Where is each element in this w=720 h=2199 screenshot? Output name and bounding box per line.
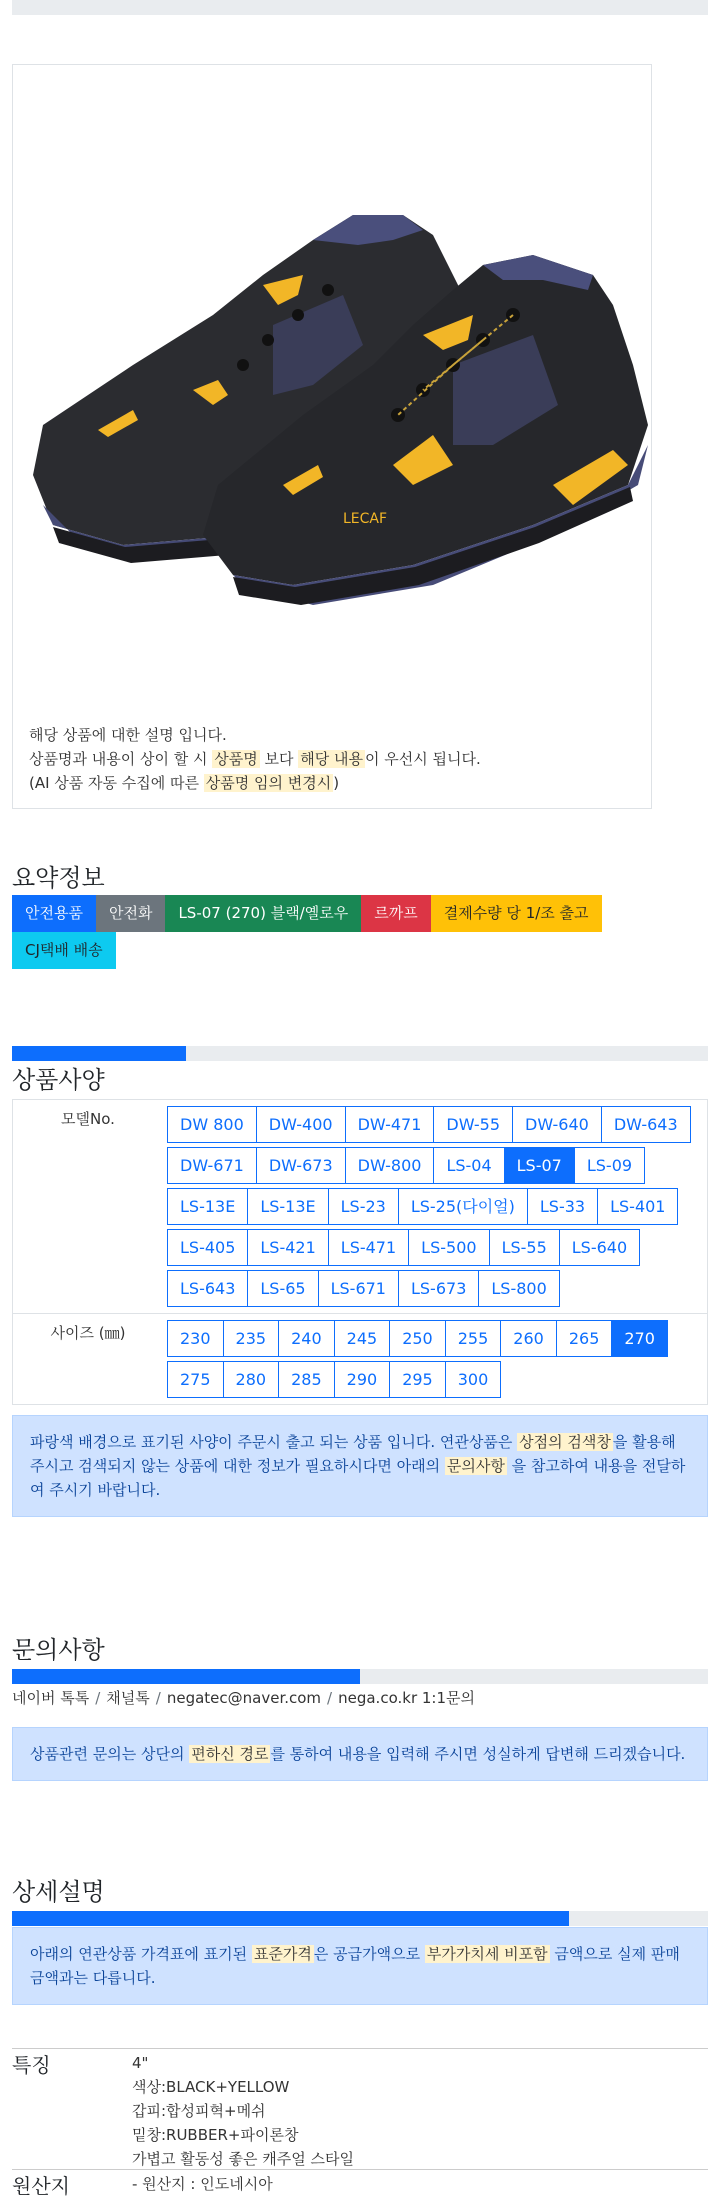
model-option[interactable]: LS-500: [408, 1229, 489, 1266]
highlight-inquiry: 문의사항: [446, 1457, 505, 1475]
model-option[interactable]: DW-643: [601, 1106, 691, 1143]
contact-channel-talk[interactable]: 채널톡: [106, 1689, 150, 1707]
origin-row: [12, 2169, 708, 2199]
model-label: 모델No.: [61, 1110, 115, 1128]
contact-site-inquiry[interactable]: nega.co.kr 1:1문의: [338, 1689, 475, 1707]
highlight-product-name: 상품명: [214, 750, 258, 768]
highlight-vat-excluded: 부가가치세 비포함: [426, 1945, 548, 1963]
size-option[interactable]: 255: [445, 1320, 502, 1357]
feature-line: 4": [132, 2054, 149, 2072]
detail-notice: 아래의 연관상품 가격표에 표기된 표준가격 은 공급가액으로 부가가치세 비포함 금액으로 실제 판매금액과는 다릅니다.: [12, 1927, 708, 2005]
badge-subcategory: 안전화: [96, 895, 165, 932]
spec-progress-bar: [12, 1046, 708, 1061]
model-option[interactable]: LS-471: [328, 1229, 409, 1266]
contact-email[interactable]: negatec@naver.com: [166, 1689, 322, 1707]
summary-badges: [12, 895, 712, 969]
badge-brand: 르까프: [361, 895, 430, 932]
product-description: [29, 723, 481, 795]
model-option[interactable]: DW-55: [433, 1106, 513, 1143]
spec-row-size: [13, 1314, 707, 1404]
detail-title: 상세설명: [12, 1878, 105, 1906]
model-option[interactable]: LS-671: [318, 1270, 399, 1307]
model-option[interactable]: LS-405: [167, 1229, 248, 1266]
description-line-1: 해당 상품에 대한 설명 입니다.: [29, 726, 227, 744]
feature-line: 갑피:합성피혁+메쉬: [132, 2102, 266, 2120]
highlight-content: 해당 내용: [300, 750, 363, 768]
model-option[interactable]: LS-640: [559, 1229, 640, 1266]
spec-title: 상품사양: [12, 1066, 105, 1094]
inquiry-title: 문의사항: [12, 1636, 105, 1664]
size-option[interactable]: 280: [223, 1361, 280, 1398]
size-option[interactable]: 300: [445, 1361, 502, 1398]
badge-shipping: CJ택배 배송: [12, 932, 116, 969]
model-option[interactable]: LS-421: [247, 1229, 328, 1266]
description-line-2: 상품명과 내용이 상이 할 시 상품명 보다 해당 내용 이 우선시 됩니다.: [29, 750, 481, 768]
size-option[interactable]: 270: [611, 1320, 668, 1357]
feature-line: 가볍고 활동성 좋은 캐주얼 스타일: [132, 2150, 354, 2168]
size-option[interactable]: 240: [278, 1320, 335, 1357]
contact-naver-talk[interactable]: 네이버 톡톡: [12, 1689, 90, 1707]
highlight-name-change: 상품명 임의 변경시: [205, 774, 332, 792]
model-option[interactable]: LS-643: [167, 1270, 248, 1307]
summary-title: 요약정보: [12, 864, 105, 892]
inquiry-notice: 상품관련 문의는 상단의 편하신 경로 를 통하여 내용을 입력해 주시면 성실하게 답변해 드리겠습니다.: [12, 1727, 708, 1781]
size-option[interactable]: 245: [334, 1320, 391, 1357]
size-option[interactable]: 285: [278, 1361, 335, 1398]
feature-row: [12, 2048, 708, 2169]
model-option[interactable]: LS-13E: [247, 1188, 328, 1225]
product-image-box: [12, 64, 652, 809]
model-option[interactable]: DW-471: [345, 1106, 435, 1143]
top-progress-bar: [12, 0, 708, 15]
feature-lines: [132, 2051, 354, 2171]
spec-table: [12, 1099, 708, 1405]
model-option[interactable]: LS-25(다이얼): [398, 1188, 528, 1225]
size-option[interactable]: 230: [167, 1320, 224, 1357]
size-option[interactable]: 265: [556, 1320, 613, 1357]
model-option[interactable]: LS-09: [574, 1147, 645, 1184]
model-option[interactable]: LS-673: [398, 1270, 479, 1307]
model-option[interactable]: LS-65: [247, 1270, 318, 1307]
model-option[interactable]: DW-800: [345, 1147, 435, 1184]
feature-label: 특징: [12, 2053, 51, 2077]
highlight-store-search: 상점의 검색창: [519, 1433, 611, 1451]
model-option[interactable]: LS-55: [489, 1229, 560, 1266]
highlight-standard-price: 표준가격: [253, 1945, 312, 1963]
size-label: 사이즈 (㎜): [50, 1324, 126, 1342]
model-option[interactable]: LS-23: [328, 1188, 399, 1225]
model-option[interactable]: DW-400: [256, 1106, 346, 1143]
size-option[interactable]: 260: [500, 1320, 557, 1357]
highlight-convenient-route: 편하신 경로: [191, 1745, 269, 1763]
model-option[interactable]: LS-13E: [167, 1188, 248, 1225]
size-options: [163, 1314, 707, 1404]
model-option[interactable]: DW-640: [512, 1106, 602, 1143]
inquiry-progress-fill: [12, 1669, 360, 1684]
feature-line: 색상:BLACK+YELLOW: [132, 2078, 290, 2096]
shoe-logo-text: LECAF: [343, 511, 388, 527]
model-option[interactable]: DW-673: [256, 1147, 346, 1184]
inquiry-progress-bar: [12, 1669, 708, 1684]
size-option[interactable]: 250: [389, 1320, 446, 1357]
contact-links: 네이버 톡톡 / 채널톡 / negatec@naver.com / nega.co.kr 1:1문의: [12, 1689, 475, 1707]
spec-notice: 파랑색 배경으로 표기된 사양이 주문시 출고 되는 상품 입니다. 연관상품은 상점의 검색창 을 활용해 주시고 검색되지 않는 상품에 대한 정보가 필요하시다면 아래의 문의사항 을 참고하여 내용을 전달하여 주시기 바랍니다.: [12, 1415, 708, 1517]
spec-row-model: [13, 1100, 707, 1314]
size-option[interactable]: 235: [223, 1320, 280, 1357]
model-option[interactable]: LS-800: [478, 1270, 559, 1307]
size-option[interactable]: 295: [389, 1361, 446, 1398]
model-option[interactable]: LS-04: [433, 1147, 504, 1184]
origin-value: - 원산지 : 인도네시아: [132, 2175, 273, 2193]
product-shoe-image: [13, 65, 653, 625]
model-option[interactable]: LS-07: [504, 1147, 575, 1184]
badge-category: 안전용품: [12, 895, 96, 932]
badge-order-unit: 결제수량 당 1/조 출고: [431, 895, 602, 932]
origin-label: 원산지: [12, 2174, 70, 2198]
model-option[interactable]: LS-401: [597, 1188, 678, 1225]
description-line-3: (AI 상품 자동 수집에 따른 상품명 임의 변경시 ): [29, 774, 340, 792]
badge-model: LS-07 (270) 블랙/옐로우: [165, 895, 361, 932]
model-option[interactable]: DW-671: [167, 1147, 257, 1184]
detail-progress-bar: [12, 1911, 708, 1926]
size-option[interactable]: 275: [167, 1361, 224, 1398]
spec-progress-fill: [12, 1046, 186, 1061]
size-option[interactable]: 290: [334, 1361, 391, 1398]
model-option[interactable]: DW 800: [167, 1106, 257, 1143]
detail-progress-fill: [12, 1911, 569, 1926]
model-option[interactable]: LS-33: [527, 1188, 598, 1225]
feature-line: 밑창:RUBBER+파이론창: [132, 2126, 299, 2144]
model-options: [163, 1100, 707, 1313]
